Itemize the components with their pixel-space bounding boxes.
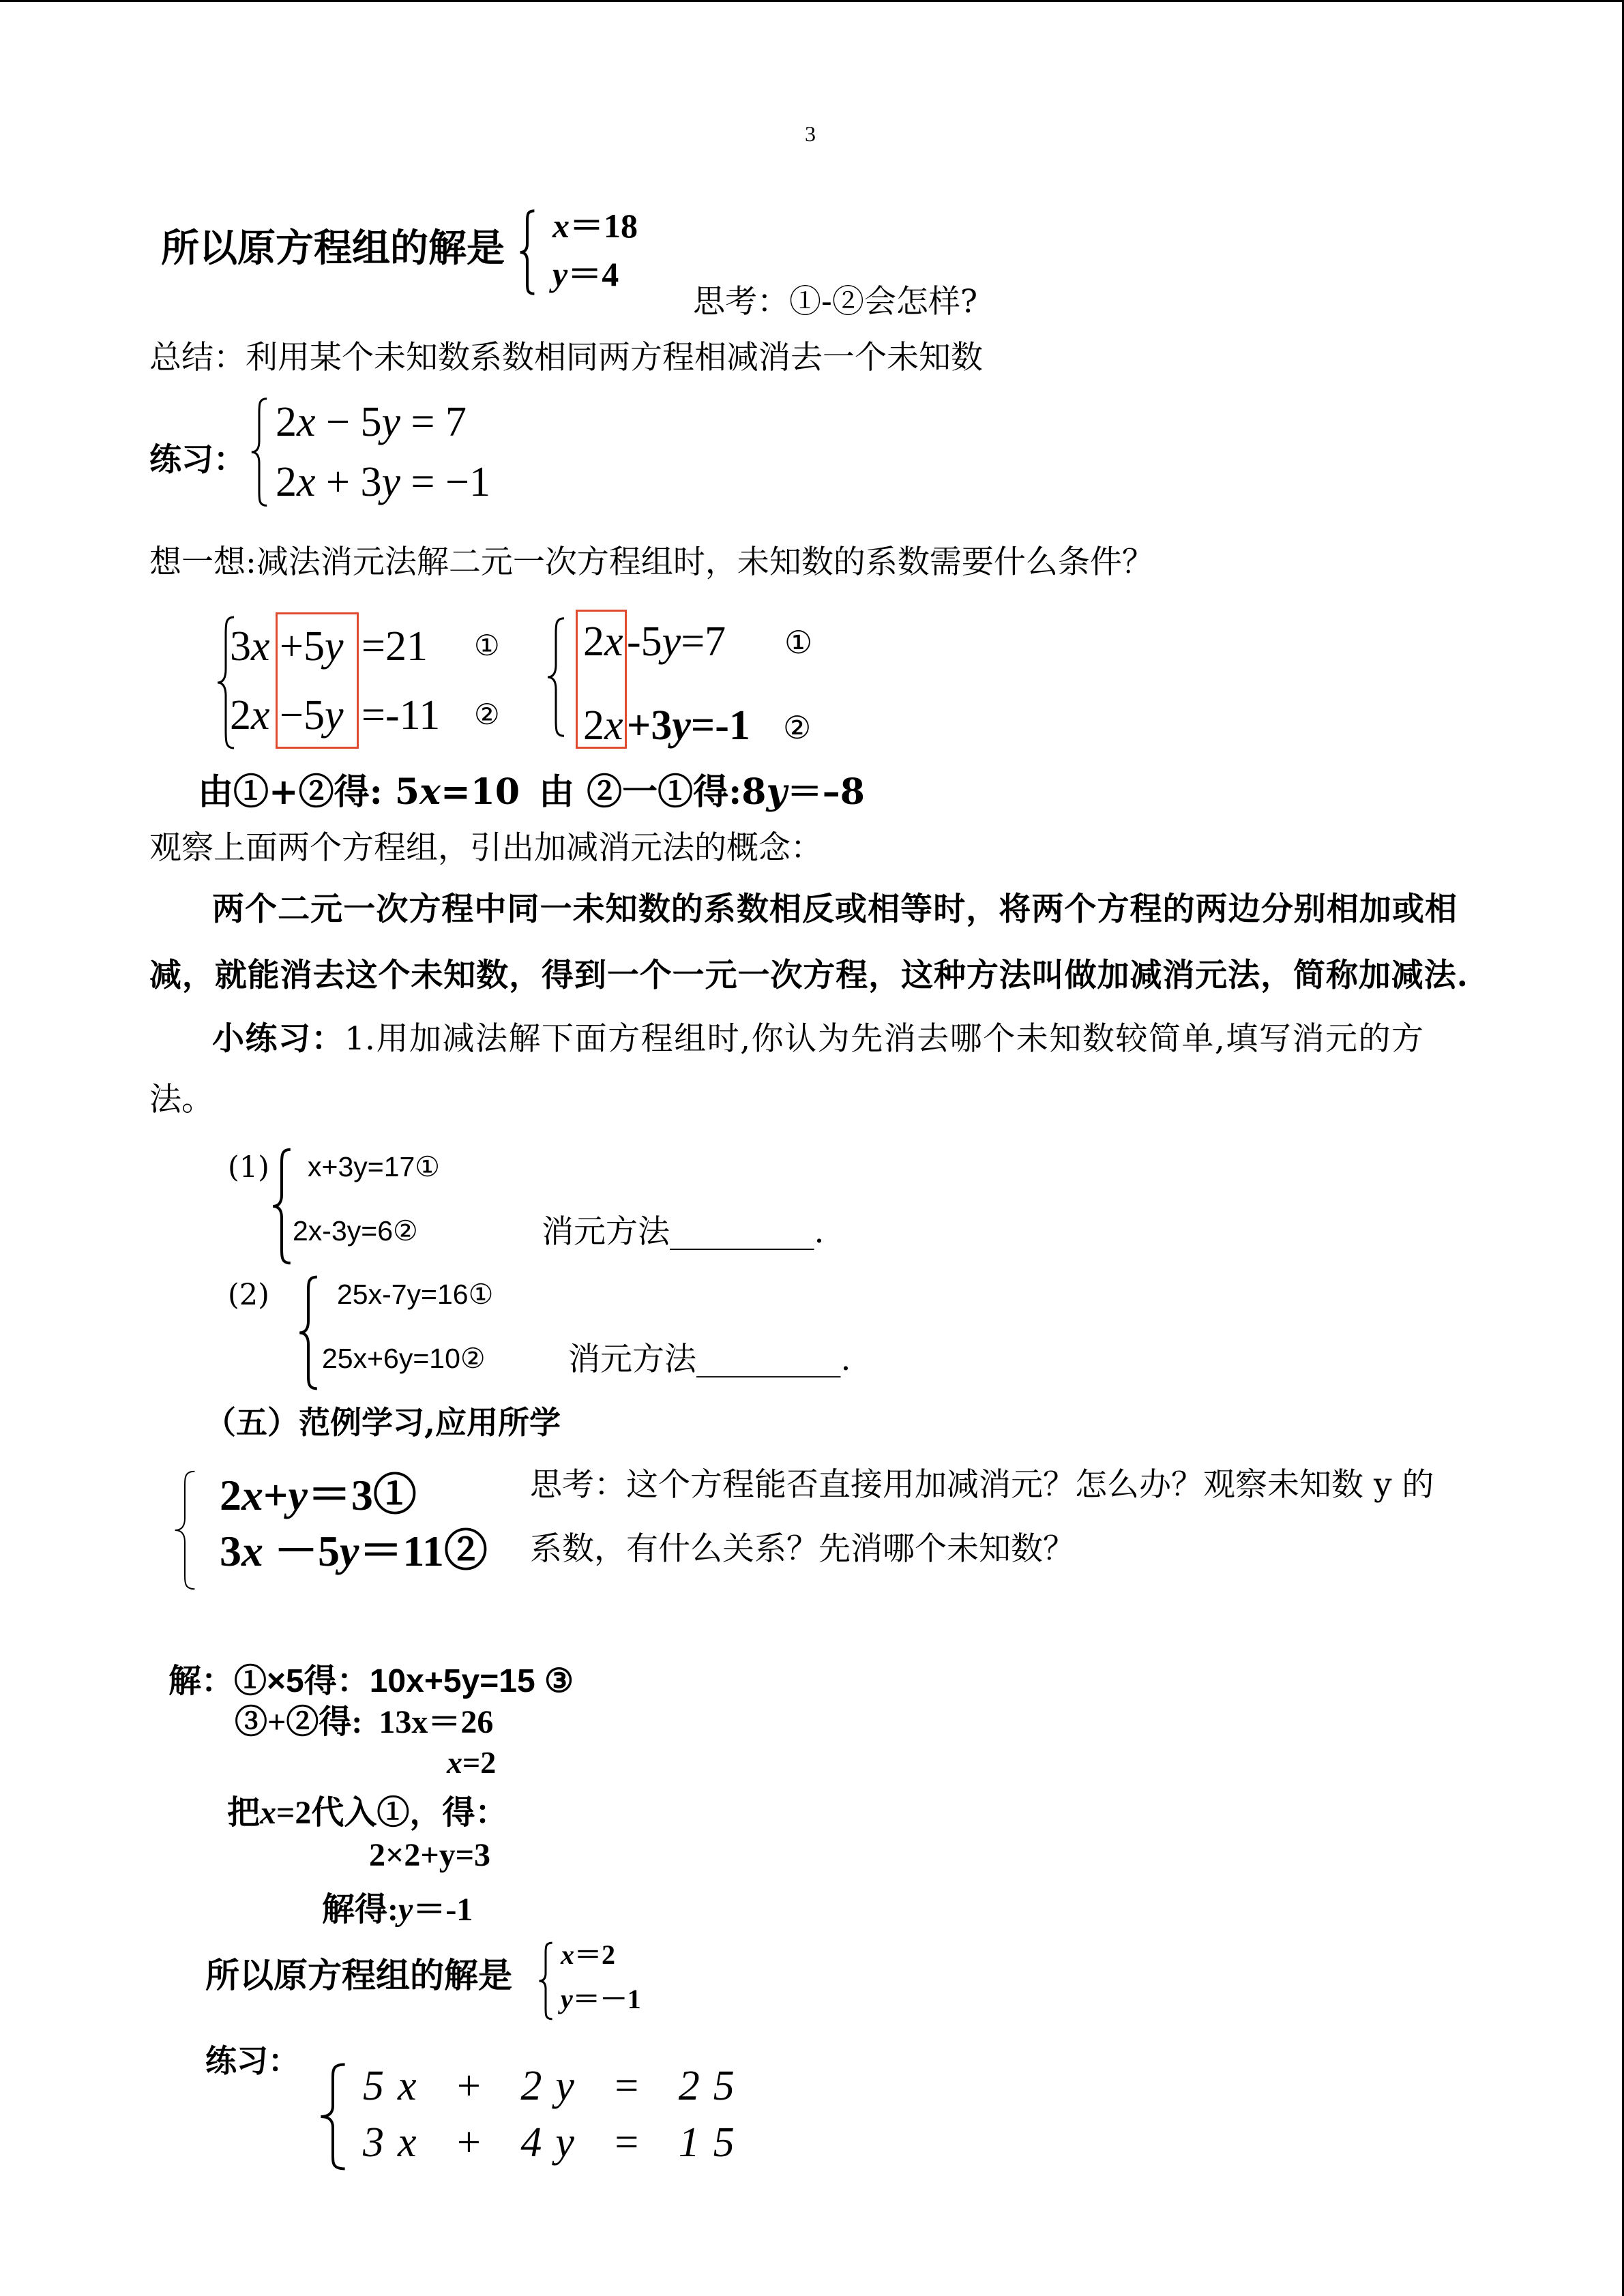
item-equation-1: 25x-7y=16① (337, 1279, 494, 1310)
mini-practice-label: 小练习： (212, 1020, 345, 1058)
practice-equation-1: 5x + 2y = 25 (363, 2063, 748, 2109)
mini-practice-line (212, 1020, 1423, 1058)
solution-step-6: 解得:y＝-1 (322, 1892, 473, 1928)
system-b-row1-mark: ① (784, 625, 813, 660)
system-b-row2-boxed: 2x (583, 702, 623, 749)
solution-step-5: 2×2+y=3 (369, 1837, 491, 1873)
solution-step-4: 把x=2代入①，得： (227, 1795, 508, 1831)
system-a-row1-lead: 3x (230, 623, 270, 670)
example-think-line-1: 思考：这个方程能否直接用加减消元？怎么办？观察未知数 y 的 (530, 1466, 1434, 1504)
solution-step-1: 解：①×5得：10x+5y=15 ③ (168, 1663, 574, 1699)
left-brace (318, 2063, 348, 2170)
system-a-row1-boxed: +5y (280, 623, 344, 670)
example-equation-1: 2x+y＝3① (220, 1471, 417, 1519)
system-a-row2-boxed: −5y (280, 692, 344, 739)
example-equation-2: 3x －5y＝11② (220, 1527, 488, 1575)
left-brace (537, 1942, 554, 2020)
system-a-row2-mark: ② (474, 700, 500, 731)
concept-line-2: 减，就能消去这个未知数，得到一个一元一次方程，这种方法叫做加减消元法，简称加减法. (149, 957, 1468, 994)
page-number: 3 (805, 121, 816, 146)
practice-equation-2: 2x + 3y = −1 (276, 459, 490, 505)
system-b-row2-rest: +3y=-1 (627, 702, 750, 749)
left-brace (546, 617, 566, 737)
system-b-row1-rest: -5y=7 (627, 618, 726, 665)
solution-x-value: x＝2 (561, 1939, 615, 1970)
item-equation-2: 25x+6y=10② (322, 1343, 486, 1374)
solution-y-value: y＝4 (552, 255, 619, 293)
left-brace (271, 1148, 293, 1264)
system-a-row1-mark: ① (474, 631, 500, 662)
summary-text: 总结：利用某个未知数系数相同两方程相减消去一个未知数 (149, 339, 983, 376)
system-b-row1-boxed: 2x (583, 618, 623, 665)
system-a-row1-rest: =21 (361, 623, 428, 670)
practice-equation-1: 2x − 5y = 7 (276, 399, 467, 445)
section-title: （五）范例学习,应用所学 (205, 1404, 561, 1441)
item-equation-2: 2x-3y=6② (293, 1215, 418, 1247)
solution-label: 所以原方程组的解是 (205, 1955, 512, 1995)
elimination-method-blank: 消元方法_________. (542, 1213, 825, 1251)
think-question-1: 思考：①-②会怎样? (693, 283, 978, 320)
practice-label: 练习： (149, 441, 246, 479)
solution-step-2: ③+②得: 13x＝26 (235, 1704, 494, 1740)
system-b-result: 由 ②一①得:8y＝–8 (539, 771, 865, 813)
solution-y-value: y＝－1 (561, 1984, 641, 2014)
left-brace (297, 1276, 319, 1390)
system-a-row2-lead: 2x (230, 692, 270, 739)
system-b-row2-mark: ② (783, 711, 812, 745)
system-a-result: 由①+②得: 5x=10 (198, 771, 520, 813)
example-think-line-2: 系数，有什么关系？先消哪个未知数？ (530, 1530, 1075, 1568)
left-brace (518, 210, 536, 295)
elimination-method-blank: 消元方法_________. (568, 1341, 851, 1378)
mini-practice-text: 1.用加减法解下面方程组时,你认为先消去哪个未知数较简单,填写消元的方 (344, 1020, 1423, 1058)
practice-equation-2: 3x + 4y = 15 (363, 2119, 748, 2166)
think-question-2: 想一想:减法消元法解二元一次方程组时，未知数的系数需要什么条件？ (149, 543, 1154, 581)
left-brace (250, 398, 269, 507)
item-number: (1) (228, 1150, 269, 1184)
item-number: (2) (228, 1278, 269, 1312)
system-a-row2-rest: =-11 (361, 692, 441, 739)
solution-step-3: x=2 (447, 1745, 497, 1780)
left-brace (173, 1470, 197, 1590)
observe-text: 观察上面两个方程组，引出加减消元法的概念： (149, 829, 823, 867)
concept-line-1: 两个二元一次方程中同一未知数的系数相反或相等时，将两个方程的两边分别相加或相 (212, 891, 1457, 928)
item-equation-1: x+3y=17① (308, 1151, 441, 1182)
mini-practice-text-cont: 法。 (149, 1081, 213, 1118)
practice-label: 练习： (205, 2042, 299, 2079)
solution-x-value: x＝18 (552, 207, 638, 245)
solution-label: 所以原方程组的解是 (161, 226, 505, 271)
